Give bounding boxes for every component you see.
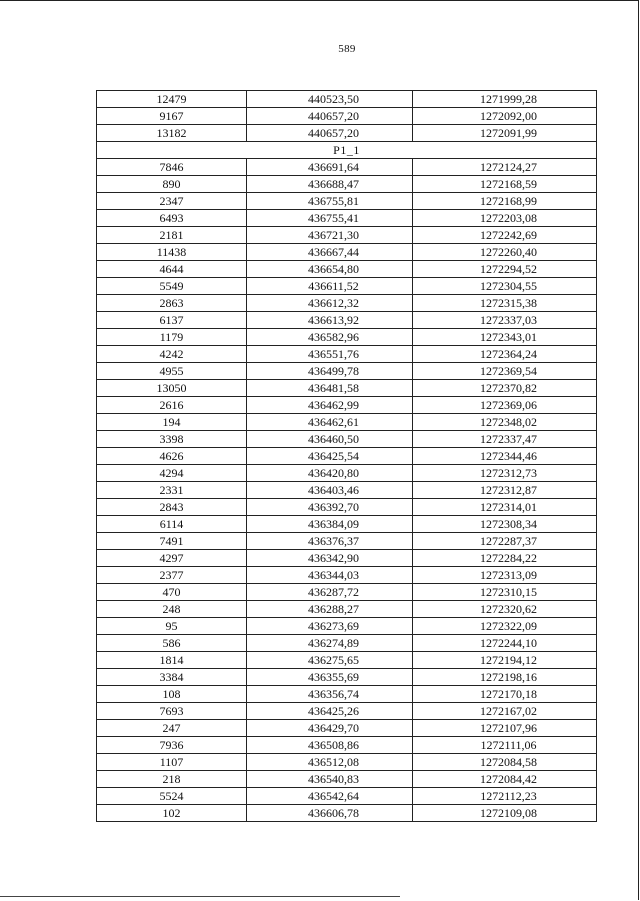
y-coordinate: 1272344,46 xyxy=(413,448,597,465)
y-coordinate: 1272084,42 xyxy=(413,771,597,788)
table-row xyxy=(97,601,597,618)
y-coordinate: 1272092,00 xyxy=(413,108,597,125)
table-row xyxy=(97,771,597,788)
x-coordinate: 436273,69 xyxy=(247,618,413,635)
y-coordinate: 1272369,06 xyxy=(413,397,597,414)
x-coordinate: 436425,54 xyxy=(247,448,413,465)
point-number: 2863 xyxy=(97,295,247,312)
y-coordinate: 1272170,18 xyxy=(413,686,597,703)
y-coordinate: 1272315,38 xyxy=(413,295,597,312)
x-coordinate: 440657,20 xyxy=(247,108,413,125)
point-number: 4294 xyxy=(97,465,247,482)
x-coordinate: 436403,46 xyxy=(247,482,413,499)
x-coordinate: 436691,64 xyxy=(247,159,413,176)
point-number: 2377 xyxy=(97,567,247,584)
point-number: 13182 xyxy=(97,125,247,142)
y-coordinate: 1272337,47 xyxy=(413,431,597,448)
table-row xyxy=(97,669,597,686)
point-number: 95 xyxy=(97,618,247,635)
table-row xyxy=(97,108,597,125)
point-number: 9167 xyxy=(97,108,247,125)
point-number: 7693 xyxy=(97,703,247,720)
x-coordinate: 436356,74 xyxy=(247,686,413,703)
y-coordinate: 1272313,09 xyxy=(413,567,597,584)
x-coordinate: 436420,80 xyxy=(247,465,413,482)
x-coordinate: 436606,78 xyxy=(247,805,413,822)
x-coordinate: 440657,20 xyxy=(247,125,413,142)
y-coordinate: 1272091,99 xyxy=(413,125,597,142)
table-row xyxy=(97,193,597,210)
point-number: 7491 xyxy=(97,533,247,550)
y-coordinate: 1272287,37 xyxy=(413,533,597,550)
y-coordinate: 1272124,27 xyxy=(413,159,597,176)
table-row xyxy=(97,91,597,108)
x-coordinate: 436688,47 xyxy=(247,176,413,193)
table-row xyxy=(97,227,597,244)
point-number: 6137 xyxy=(97,312,247,329)
x-coordinate: 436344,03 xyxy=(247,567,413,584)
point-number: 3384 xyxy=(97,669,247,686)
section-label: P1_1 xyxy=(97,142,597,159)
point-number: 13050 xyxy=(97,380,247,397)
point-number: 247 xyxy=(97,720,247,737)
y-coordinate: 1272312,73 xyxy=(413,465,597,482)
point-number: 102 xyxy=(97,805,247,822)
point-number: 218 xyxy=(97,771,247,788)
x-coordinate: 436611,52 xyxy=(247,278,413,295)
table-row xyxy=(97,210,597,227)
y-coordinate: 1272294,52 xyxy=(413,261,597,278)
y-coordinate: 1272284,22 xyxy=(413,550,597,567)
table-row xyxy=(97,754,597,771)
point-number: 890 xyxy=(97,176,247,193)
point-number: 4242 xyxy=(97,346,247,363)
y-coordinate: 1272304,55 xyxy=(413,278,597,295)
x-coordinate: 436721,30 xyxy=(247,227,413,244)
point-number: 4626 xyxy=(97,448,247,465)
table-row xyxy=(97,363,597,380)
point-number: 2331 xyxy=(97,482,247,499)
y-coordinate: 1272203,08 xyxy=(413,210,597,227)
x-coordinate: 436462,99 xyxy=(247,397,413,414)
point-number: 470 xyxy=(97,584,247,601)
point-number: 5524 xyxy=(97,788,247,805)
x-coordinate: 436542,64 xyxy=(247,788,413,805)
y-coordinate: 1272314,01 xyxy=(413,499,597,516)
point-number: 4297 xyxy=(97,550,247,567)
y-coordinate: 1272167,02 xyxy=(413,703,597,720)
point-number: 2181 xyxy=(97,227,247,244)
y-coordinate: 1272194,12 xyxy=(413,652,597,669)
point-number: 2843 xyxy=(97,499,247,516)
table-row xyxy=(97,482,597,499)
point-number: 4644 xyxy=(97,261,247,278)
y-coordinate: 1272322,09 xyxy=(413,618,597,635)
x-coordinate: 436755,81 xyxy=(247,193,413,210)
coordinates-table-body xyxy=(97,91,597,822)
point-number: 6493 xyxy=(97,210,247,227)
x-coordinate: 436540,83 xyxy=(247,771,413,788)
table-row xyxy=(97,686,597,703)
point-number: 2616 xyxy=(97,397,247,414)
table-row xyxy=(97,176,597,193)
section-row xyxy=(97,142,597,159)
coordinates-table xyxy=(96,90,597,822)
table-row xyxy=(97,533,597,550)
y-coordinate: 1272198,16 xyxy=(413,669,597,686)
y-coordinate: 1272308,34 xyxy=(413,516,597,533)
point-number: 1814 xyxy=(97,652,247,669)
point-number: 108 xyxy=(97,686,247,703)
point-number: 248 xyxy=(97,601,247,618)
x-coordinate: 436355,69 xyxy=(247,669,413,686)
y-coordinate: 1272348,02 xyxy=(413,414,597,431)
y-coordinate: 1272109,08 xyxy=(413,805,597,822)
table-row xyxy=(97,788,597,805)
table-row xyxy=(97,125,597,142)
point-number: 586 xyxy=(97,635,247,652)
point-number: 4955 xyxy=(97,363,247,380)
y-coordinate: 1272343,01 xyxy=(413,329,597,346)
x-coordinate: 436275,65 xyxy=(247,652,413,669)
table-row xyxy=(97,448,597,465)
table-row xyxy=(97,278,597,295)
x-coordinate: 436481,58 xyxy=(247,380,413,397)
table-row xyxy=(97,652,597,669)
point-number: 194 xyxy=(97,414,247,431)
y-coordinate: 1272260,40 xyxy=(413,244,597,261)
x-coordinate: 436551,76 xyxy=(247,346,413,363)
x-coordinate: 436512,08 xyxy=(247,754,413,771)
point-number: 7936 xyxy=(97,737,247,754)
table-row xyxy=(97,431,597,448)
x-coordinate: 436376,37 xyxy=(247,533,413,550)
y-coordinate: 1272364,24 xyxy=(413,346,597,363)
page-number: 589 xyxy=(338,43,356,55)
table-row xyxy=(97,703,597,720)
table-row xyxy=(97,584,597,601)
x-coordinate: 440523,50 xyxy=(247,91,413,108)
y-coordinate: 1271999,28 xyxy=(413,91,597,108)
y-coordinate: 1272084,58 xyxy=(413,754,597,771)
x-coordinate: 436274,89 xyxy=(247,635,413,652)
x-coordinate: 436425,26 xyxy=(247,703,413,720)
x-coordinate: 436667,44 xyxy=(247,244,413,261)
x-coordinate: 436288,27 xyxy=(247,601,413,618)
point-number: 5549 xyxy=(97,278,247,295)
table-row xyxy=(97,329,597,346)
x-coordinate: 436342,90 xyxy=(247,550,413,567)
x-coordinate: 436613,92 xyxy=(247,312,413,329)
x-coordinate: 436462,61 xyxy=(247,414,413,431)
table-row xyxy=(97,244,597,261)
y-coordinate: 1272107,96 xyxy=(413,720,597,737)
x-coordinate: 436654,80 xyxy=(247,261,413,278)
table-row xyxy=(97,805,597,822)
point-number: 7846 xyxy=(97,159,247,176)
table-row xyxy=(97,295,597,312)
y-coordinate: 1272310,15 xyxy=(413,584,597,601)
table-row xyxy=(97,567,597,584)
y-coordinate: 1272168,99 xyxy=(413,193,597,210)
y-coordinate: 1272244,10 xyxy=(413,635,597,652)
y-coordinate: 1272312,87 xyxy=(413,482,597,499)
point-number: 12479 xyxy=(97,91,247,108)
y-coordinate: 1272369,54 xyxy=(413,363,597,380)
x-coordinate: 436392,70 xyxy=(247,499,413,516)
table-row xyxy=(97,414,597,431)
x-coordinate: 436384,09 xyxy=(247,516,413,533)
x-coordinate: 436755,41 xyxy=(247,210,413,227)
x-coordinate: 436582,96 xyxy=(247,329,413,346)
x-coordinate: 436499,78 xyxy=(247,363,413,380)
point-number: 11438 xyxy=(97,244,247,261)
x-coordinate: 436460,50 xyxy=(247,431,413,448)
point-number: 1179 xyxy=(97,329,247,346)
table-row xyxy=(97,720,597,737)
table-row xyxy=(97,550,597,567)
x-coordinate: 436429,70 xyxy=(247,720,413,737)
table-row xyxy=(97,346,597,363)
y-coordinate: 1272337,03 xyxy=(413,312,597,329)
table-row xyxy=(97,499,597,516)
table-row xyxy=(97,618,597,635)
table-row xyxy=(97,516,597,533)
y-coordinate: 1272370,82 xyxy=(413,380,597,397)
x-coordinate: 436287,72 xyxy=(247,584,413,601)
y-coordinate: 1272112,23 xyxy=(413,788,597,805)
table-row xyxy=(97,159,597,176)
table-row xyxy=(97,737,597,754)
table-row xyxy=(97,465,597,482)
point-number: 1107 xyxy=(97,754,247,771)
x-coordinate: 436612,32 xyxy=(247,295,413,312)
table-row xyxy=(97,635,597,652)
y-coordinate: 1272111,06 xyxy=(413,737,597,754)
point-number: 3398 xyxy=(97,431,247,448)
bottom-rule xyxy=(0,896,400,897)
y-coordinate: 1272242,69 xyxy=(413,227,597,244)
table-row xyxy=(97,261,597,278)
table-row xyxy=(97,380,597,397)
y-coordinate: 1272168,59 xyxy=(413,176,597,193)
table-row xyxy=(97,312,597,329)
y-coordinate: 1272320,62 xyxy=(413,601,597,618)
x-coordinate: 436508,86 xyxy=(247,737,413,754)
point-number: 2347 xyxy=(97,193,247,210)
point-number: 6114 xyxy=(97,516,247,533)
table-row xyxy=(97,397,597,414)
